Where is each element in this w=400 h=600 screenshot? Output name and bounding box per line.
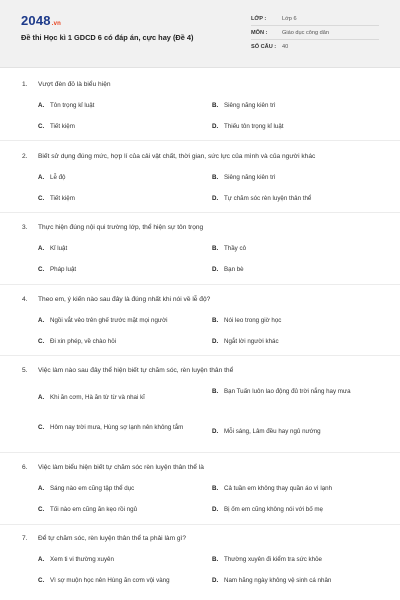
meta-subject: MÔN : Giáo dục công dân: [251, 26, 379, 40]
option-d[interactable]: D. Mỗi sáng, Lâm đều hay ngủ nướng: [212, 428, 321, 435]
question-1: [22, 80, 380, 130]
option-d[interactable]: D. Thiếu tôn trọng kỉ luật: [212, 123, 284, 130]
option-b[interactable]: B. Nói leo trong giờ học: [212, 317, 282, 324]
meta-class: LỚP : Lớp 6: [251, 12, 379, 26]
option-a[interactable]: A. Xem ti vi thường xuyên: [38, 556, 114, 563]
option-b[interactable]: B. Cả tuần em không thay quần áo vì lạnh: [212, 485, 333, 492]
question-3: [22, 223, 380, 273]
option-a[interactable]: A. Lễ độ: [38, 174, 66, 181]
question-7: [22, 534, 380, 584]
option-b[interactable]: B. Thường xuyên đi kiểm tra sức khỏe: [212, 556, 322, 563]
option-d[interactable]: D. Nam hăng ngày không vệ sinh cá nhân: [212, 577, 332, 584]
option-d[interactable]: D. Bạn bè: [212, 266, 244, 273]
option-c[interactable]: C. Pháp luật: [38, 266, 77, 273]
option-b[interactable]: B. Thầy cô: [212, 245, 247, 252]
question-2: [22, 152, 380, 202]
meta-count: SỐ CÂU : 40: [251, 44, 289, 50]
option-a[interactable]: A. Tôn trọng kỉ luật: [38, 102, 95, 109]
divider: [0, 212, 400, 213]
exam-title: Đề thi Học kì 1 GDCD 6 có đáp án, cực hay (Đề 4): [21, 33, 194, 42]
question-stem: 3. Thực hiện đúng nội qui trường lớp, thể hiện sự tôn trọng: [22, 224, 204, 231]
option-d[interactable]: D. Bị ốm em cũng không nói với bố mẹ: [212, 506, 323, 513]
divider: [0, 355, 400, 356]
option-c[interactable]: C. Vì sợ muộn học nên Hùng ăn cơm vội vàng: [38, 577, 170, 584]
option-a[interactable]: A. Ngồi vắt vẻo trên ghế trước mặt mọi người: [38, 317, 168, 324]
divider: [0, 524, 400, 525]
option-d[interactable]: D. Ngắt lời người khác: [212, 338, 279, 345]
divider: [0, 284, 400, 285]
site-logo[interactable]: 2048.vn: [21, 13, 62, 28]
option-d[interactable]: D. Tự chăm sóc rèn luyện thân thể: [212, 195, 312, 202]
option-a[interactable]: A. Sáng nào em cũng tập thể dục: [38, 485, 135, 492]
option-b[interactable]: B. Bạn Tuấn luôn lao động đủ trời nắng hay mưa: [212, 388, 351, 395]
option-c[interactable]: C. Tối nào em cũng ăn kẹo rồi ngủ: [38, 506, 138, 513]
question-stem: 5. Việc làm nào sau đây thể hiện biết tự chăm sóc, rèn luyện thân thể: [22, 367, 234, 374]
question-6: [22, 463, 380, 513]
option-a[interactable]: A. Khi ăn cơm, Hà ăn từ từ và nhai kĩ: [38, 394, 145, 401]
question-4: [22, 295, 380, 345]
question-stem: 4. Theo em, ý kiến nào sau đây là đúng nhất khi nói về lễ độ?: [22, 296, 211, 303]
option-c[interactable]: C. Đi xin phép, về chào hỏi: [38, 338, 117, 345]
divider: [0, 452, 400, 453]
question-stem: 1. Vượt đèn đỏ là biểu hiện: [22, 81, 111, 88]
option-a[interactable]: A. Kỉ luật: [38, 245, 68, 252]
page-header: [0, 0, 400, 68]
exam-meta: [251, 12, 379, 54]
divider: [0, 140, 400, 141]
option-c[interactable]: C. Hôm nay trời mưa, Hùng sợ lạnh nên không tắm: [38, 424, 184, 431]
question-5: [22, 366, 380, 435]
option-c[interactable]: C. Tiết kiệm: [38, 195, 75, 202]
option-c[interactable]: C. Tiết kiệm: [38, 123, 75, 130]
question-stem: 7. Để tự chăm sóc, rèn luyện thân thể ta phải làm gì?: [22, 535, 187, 542]
question-stem: 2. Biết sử dụng đúng mức, hợp lí của cải vật chất, thời gian, sức lực của mình và của người khác: [22, 153, 316, 160]
option-b[interactable]: B. Siêng năng kiên trì: [212, 174, 276, 181]
question-stem: 6. Việc làm biểu hiện biết tự chăm sóc rèn luyện thân thể là: [22, 464, 204, 471]
option-b[interactable]: B. Siêng năng kiên trì: [212, 102, 276, 109]
